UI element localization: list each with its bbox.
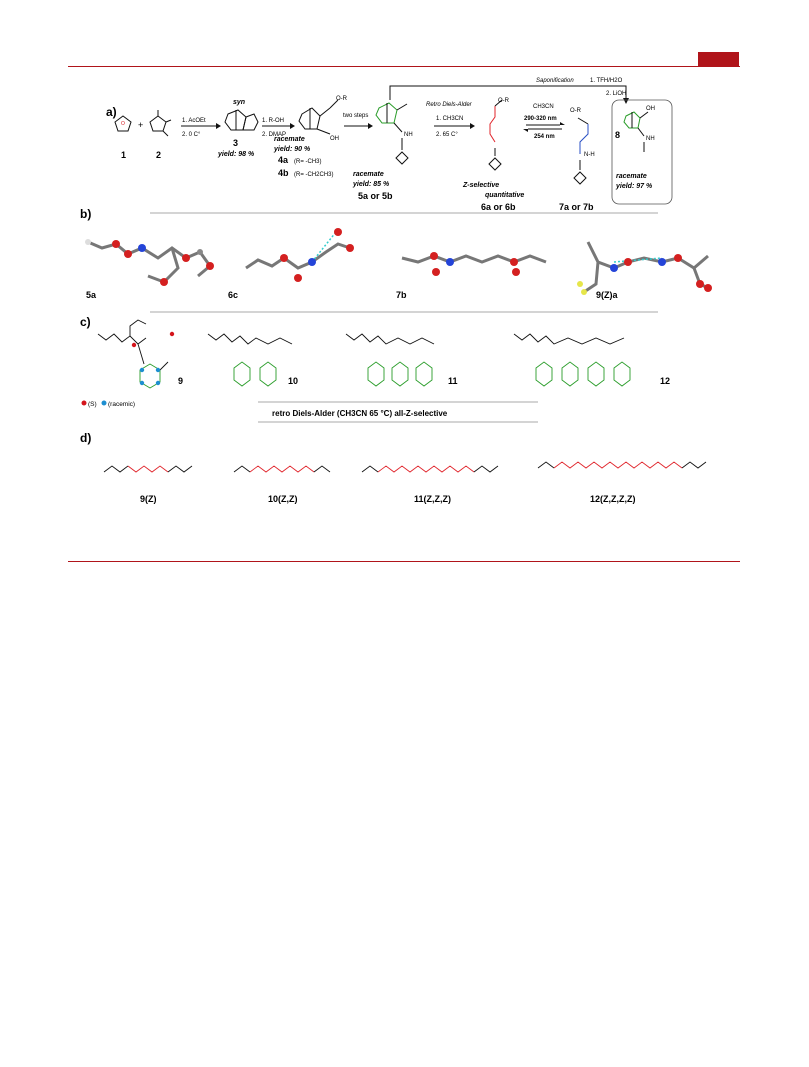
photo-forward-wavelength: 290-320 nm <box>524 116 557 122</box>
yield-5: yield: 85 % <box>353 181 390 188</box>
compound-8-label: 8 <box>615 130 621 140</box>
racemate-8: racemate <box>616 173 647 180</box>
furan-structure <box>115 116 131 131</box>
yield-8: yield: 97 % <box>616 183 653 190</box>
label-9Za: 9(Z)a <box>596 290 618 300</box>
plus-sign: + <box>138 120 144 130</box>
racemate-5: racemate <box>353 171 384 178</box>
rda-condition-2: 2. 65 C° <box>436 132 458 138</box>
ester-or-label-7: O-R <box>570 108 581 114</box>
legend-racemic-label: (racemic) <box>108 401 136 408</box>
compound-6-structure <box>489 100 502 170</box>
stereocenter-racemic-dot <box>156 368 160 372</box>
compound-9-structure <box>98 320 168 388</box>
compound-12-label: 12 <box>660 376 671 386</box>
crystal-structure-6c <box>246 244 350 268</box>
svg-text:O: O <box>121 121 125 127</box>
label-6c: 6c <box>228 290 239 300</box>
compound-6-label: 6a or 6b <box>481 202 516 212</box>
compound-1-label: 1 <box>121 150 127 160</box>
compound-4-structure <box>299 100 338 134</box>
sap-condition-1: 1. TFH/H2O <box>590 78 623 84</box>
saponification-label: Saponification <box>536 78 574 84</box>
header-accent-bar <box>698 52 739 66</box>
compound-11-label: 11 <box>448 376 458 386</box>
maleic-anhydride-structure <box>150 110 171 136</box>
compound-12ZZZZ-label: 12(Z,Z,Z,Z) <box>590 494 636 504</box>
photo-back-wavelength: 254 nm <box>534 134 555 140</box>
compound-4a-label: 4a <box>278 155 289 165</box>
quantitative-label: quantitative <box>485 192 525 199</box>
photo-solvent: CH3CN <box>533 104 554 110</box>
yield-3: yield: 98 % <box>218 151 255 158</box>
oh-label-4: OH <box>330 136 339 142</box>
compound-4b-label: 4b <box>278 168 289 178</box>
sap-condition-2: 2. LiOH <box>606 91 627 97</box>
ester-or-label-6: O-R <box>498 98 509 104</box>
stereocenter-racemic-dot <box>156 381 160 385</box>
compound-10-label: 10 <box>288 376 299 386</box>
legend-s-label: (S) <box>88 401 97 408</box>
compound-5-label: 5a or 5b <box>358 191 393 201</box>
crystal-structure-7b <box>402 256 546 262</box>
footer-rule <box>68 561 740 562</box>
compound-7-label: 7a or 7b <box>559 202 594 212</box>
compound-2-label: 2 <box>156 150 162 160</box>
yield-4: yield: 90 % <box>274 146 311 153</box>
compound-3-structure <box>225 110 258 130</box>
oh-label-8: OH <box>646 106 655 112</box>
label-5a: 5a <box>86 290 97 300</box>
step1-condition-1: 1. AcOEt <box>182 118 206 124</box>
stereocenter-s-dot <box>132 343 136 347</box>
compound-9-label: 9 <box>178 376 184 386</box>
compound-8-structure <box>624 112 648 152</box>
two-steps-label: two steps <box>343 113 369 119</box>
compound-11-structure <box>346 334 434 386</box>
crystal-structure-9Za <box>584 242 708 292</box>
compound-10ZZ-structure <box>234 466 330 472</box>
compound-11ZZZ-label: 11(Z,Z,Z) <box>414 494 452 504</box>
step2-condition-2: 2. DMAP <box>262 132 287 138</box>
compound-12ZZZZ-structure <box>538 462 706 468</box>
scheme-figure <box>68 72 740 560</box>
syn-label: syn <box>233 99 246 106</box>
legend-racemic-dot <box>102 401 107 406</box>
panel-a-label: a) <box>106 105 117 119</box>
rda-title: Retro Diels-Alder <box>426 102 472 108</box>
compound-9Z-structure <box>104 466 192 472</box>
stereocenter-racemic-dot <box>140 381 144 385</box>
compound-11ZZZ-structure <box>362 466 498 472</box>
compound-10ZZ-label: 10(Z,Z) <box>268 494 298 504</box>
z-selective-label: Z-selective <box>463 182 500 189</box>
compound-7-structure <box>574 118 588 184</box>
nh-label-8: NH <box>646 136 655 142</box>
crystal-structure-5a <box>88 242 210 282</box>
racemate-4: racemate <box>274 136 305 143</box>
rda-condition-1: 1. CH3CN <box>436 116 464 122</box>
stereocenter-racemic-dot <box>140 368 144 372</box>
scheme-svg <box>68 72 740 560</box>
ester-or-label: O-R <box>336 96 347 102</box>
compound-9Z-label: 9(Z) <box>140 494 157 504</box>
compound-3-label: 3 <box>233 138 239 148</box>
panel-c-label: c) <box>80 315 91 329</box>
step1-condition-2: 2. 0 C° <box>182 132 201 138</box>
panel-d-label: d) <box>80 431 92 445</box>
compound-4a-r: (R= -CH3) <box>294 159 322 165</box>
panel-b-label: b) <box>80 207 92 221</box>
step2-condition-1: 1. R-OH <box>262 118 285 124</box>
nh-label-7: N-H <box>584 152 595 158</box>
legend-s-dot <box>82 401 87 406</box>
compound-10-structure <box>208 334 292 386</box>
nh-label-5: NH <box>404 132 413 138</box>
rda-banner: retro Diels-Alder (CH3CN 65 °C) all-Z-selective <box>272 409 448 418</box>
label-7b: 7b <box>396 290 407 300</box>
header-rule <box>68 66 740 67</box>
compound-12-structure <box>514 334 630 386</box>
compound-4b-r: (R= -CH2CH3) <box>294 172 334 178</box>
stereocenter-s-dot <box>170 332 174 336</box>
